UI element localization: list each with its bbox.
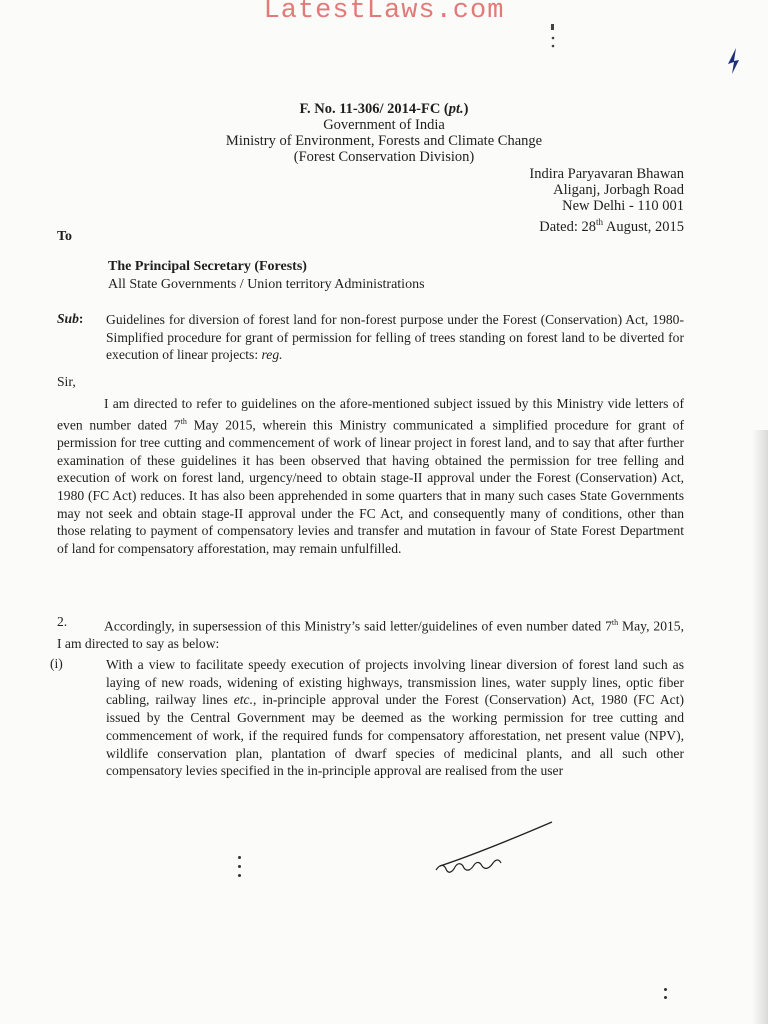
subject-text: Guidelines for diversion of forest land for non-forest purpose under the Forest (Conservation) Act, 1980- Simplified procedure for grant of permission for felling of trees standing on forest land to be diverted for execution of linear projects: reg. bbox=[106, 312, 684, 363]
punch-dot bbox=[664, 996, 667, 999]
watermark: LatestLaws.com bbox=[263, 0, 505, 26]
recipient-line: All State Governments / Union territory Administrations bbox=[108, 277, 425, 292]
dated-line: Dated: 28th August, 2015 bbox=[539, 217, 684, 235]
govt-line: Government of India bbox=[323, 117, 445, 133]
address-line-1: Indira Paryavaran Bhawan bbox=[529, 166, 684, 182]
paragraph-2-number: 2. bbox=[57, 614, 68, 629]
subject-label: Sub: bbox=[57, 311, 84, 326]
division-line: (Forest Conservation Division) bbox=[293, 149, 475, 165]
address-line-2: Aliganj, Jorbagh Road bbox=[553, 182, 684, 198]
punch-dot bbox=[238, 874, 241, 877]
paragraph-1: I am directed to refer to guidelines on the afore-mentioned subject issued by this Ministry vide letters of even number dated 7th May 2015, wherein this Ministry communicated a simplified procedure for grant of permission for tree cutting and commencement of work of linear project in forest land, and to say that after further examination of these guidelines it has been observed that having obtained the permission for tree felling and execution of work on forest land, urgency/need to obtain stage-II approval under the Forest (Conservation) Act, 1980 (FC Act) reduces. It has also been apprehended in some quarters that in many such cases State Governments may not seek and obtain stage-II approval under the FC Act, and consequently many of conditions, other than those relating to payment of compensatory levies and transfer and mutation in favour of State Forest Department of land for compensatory afforestation, may remain unfulfilled. bbox=[57, 396, 684, 557]
recipient-title: The Principal Secretary (Forests) bbox=[108, 259, 307, 274]
file-number: F. No. 11-306/ 2014-FC (pt.) bbox=[299, 101, 469, 117]
punch-mark-icon bbox=[548, 22, 558, 50]
ministry-line: Ministry of Environment, Forests and Climate Change bbox=[225, 133, 543, 149]
item-1-text: With a view to facilitate speedy execution of projects involving linear diversion of forest land such as laying of new roads, widening of existing highways, transmission lines, water supply lines, optic fiber cabling, railway lines etc., in-principle approval under the Forest (Conservation) Act, 1980 (FC Act) issued by the Central Government may be deemed as the working permission for tree cutting and commencement of work, if the required funds for compensatory afforestation, net present value (NPV), wildlife conservation plan, plantation of dwarf species of medicinal plants, and all such other compensatory levies specified in the in-principle approval are realised from the user bbox=[106, 657, 684, 779]
scan-edge-shadow bbox=[752, 430, 768, 1024]
salutation: Sir, bbox=[57, 374, 76, 389]
paragraph-2: Accordingly, in supersession of this Ministry’s said letter/guidelines of even number dated 7th May, 2015, I am directed to say as below: bbox=[57, 618, 684, 652]
punch-dot bbox=[664, 988, 667, 991]
item-1-number: (i) bbox=[50, 656, 63, 671]
ink-mark-icon bbox=[722, 46, 742, 76]
punch-dot bbox=[238, 865, 241, 868]
to-label: To bbox=[57, 229, 73, 244]
address-line-3: New Delhi - 110 001 bbox=[562, 198, 684, 214]
punch-dot bbox=[238, 856, 241, 859]
handwritten-initials-icon bbox=[430, 818, 560, 878]
